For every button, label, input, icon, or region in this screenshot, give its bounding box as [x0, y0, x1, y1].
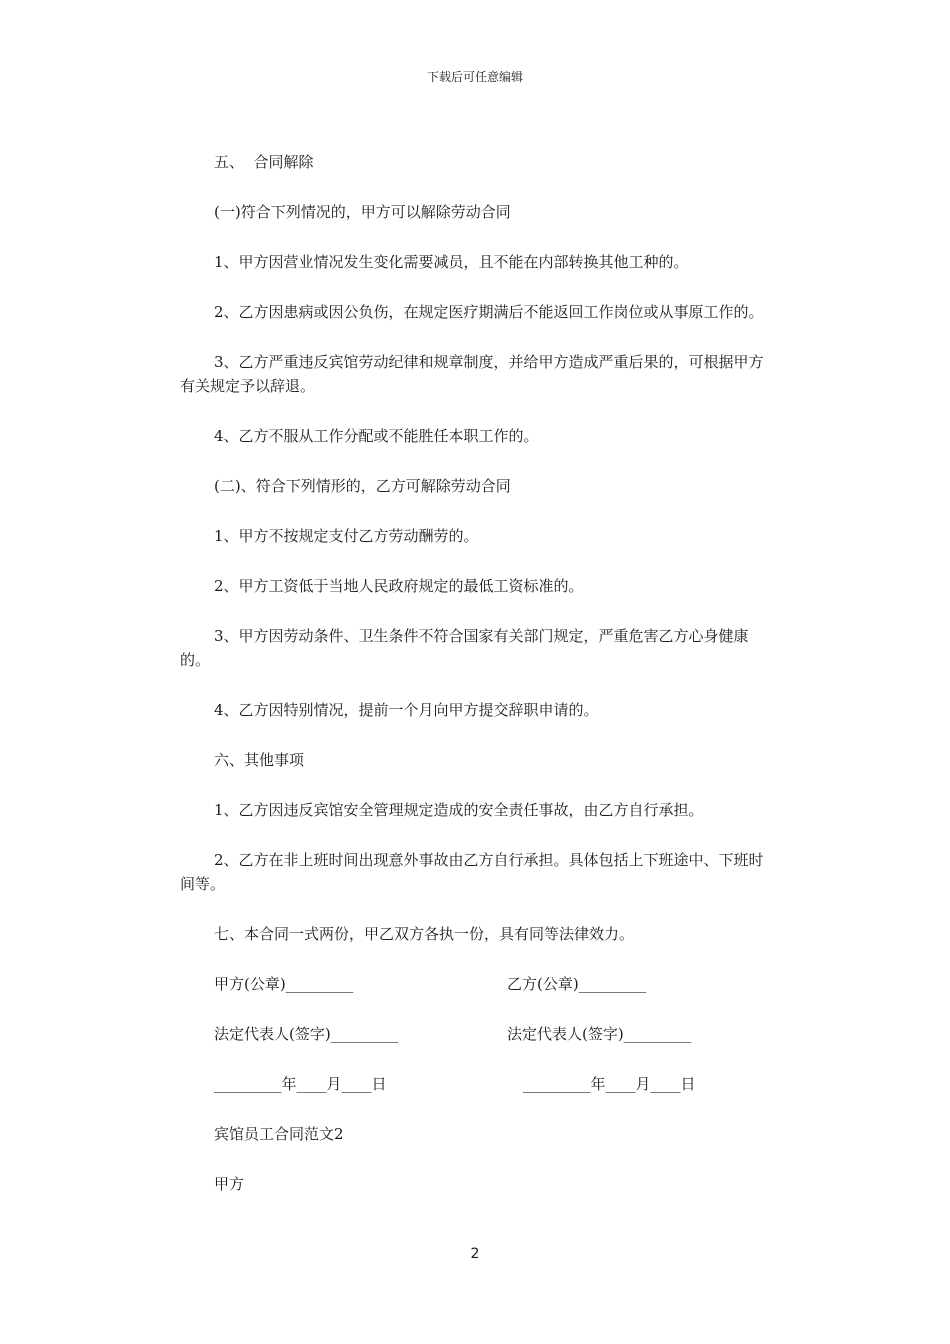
subsection-heading-party-b: (二)、符合下列情形的，乙方可解除劳动合同 [214, 477, 511, 495]
document-body [180, 150, 776, 1222]
next-contract-party: 甲方 [214, 1175, 245, 1193]
section-heading-other: 六、其他事项 [214, 751, 305, 769]
page-number: 2 [470, 1246, 480, 1262]
clause-paragraph: 4、乙方不服从工作分配或不能胜任本职工作的。 [214, 427, 539, 445]
page-header: 下载后可任意编辑 [426, 70, 523, 84]
clause-paragraph: 1、甲方因营业情况发生变化需要减员，且不能在内部转换其他工种的。 [214, 253, 689, 271]
party-b-representative-line: 法定代表人(签字)_________ [507, 1025, 692, 1043]
subsection-heading-party-a: (一)符合下列情况的，甲方可以解除劳动合同 [214, 203, 511, 221]
clause-paragraph: 1、乙方因违反宾馆安全管理规定造成的安全责任事故，由乙方自行承担。 [214, 801, 704, 819]
party-b-date-line: _________年____月____日 [523, 1075, 696, 1093]
clause-paragraph: 4、乙方因特别情况，提前一个月向甲方提交辞职申请的。 [214, 701, 599, 719]
signature-row-representative [180, 1022, 776, 1046]
clause-paragraph: 2、乙方在非上班时间出现意外事故由乙方自行承担。具体包括上下班途中、下班时间等。 [180, 851, 764, 893]
clause-paragraph: 3、乙方严重违反宾馆劳动纪律和规章制度，并给甲方造成严重后果的，可根据甲方有关规定予以辞退。 [180, 353, 764, 395]
section-heading-copies: 七、本合同一式两份，甲乙双方各执一份，具有同等法律效力。 [214, 925, 635, 943]
clause-paragraph: 2、甲方工资低于当地人民政府规定的最低工资标准的。 [214, 577, 584, 595]
clause-paragraph: 2、乙方因患病或因公负伤，在规定医疗期满后不能返回工作岗位或从事原工作的。 [214, 303, 764, 321]
signature-row-seal [180, 972, 776, 996]
party-a-seal-line: 甲方(公章)_________ [214, 975, 354, 993]
party-a-representative-line: 法定代表人(签字)_________ [214, 1025, 399, 1043]
next-contract-title: 宾馆员工合同范文2 [214, 1125, 344, 1143]
party-a-date-line: _________年____月____日 [214, 1075, 387, 1093]
signature-row-date [180, 1072, 776, 1096]
party-b-seal-line: 乙方(公章)_________ [507, 975, 647, 993]
clause-paragraph: 3、甲方因劳动条件、卫生条件不符合国家有关部门规定，严重危害乙方心身健康的。 [180, 627, 749, 669]
clause-paragraph: 1、甲方不按规定支付乙方劳动酬劳的。 [214, 527, 479, 545]
section-heading-termination: 五、 合同解除 [214, 153, 314, 171]
